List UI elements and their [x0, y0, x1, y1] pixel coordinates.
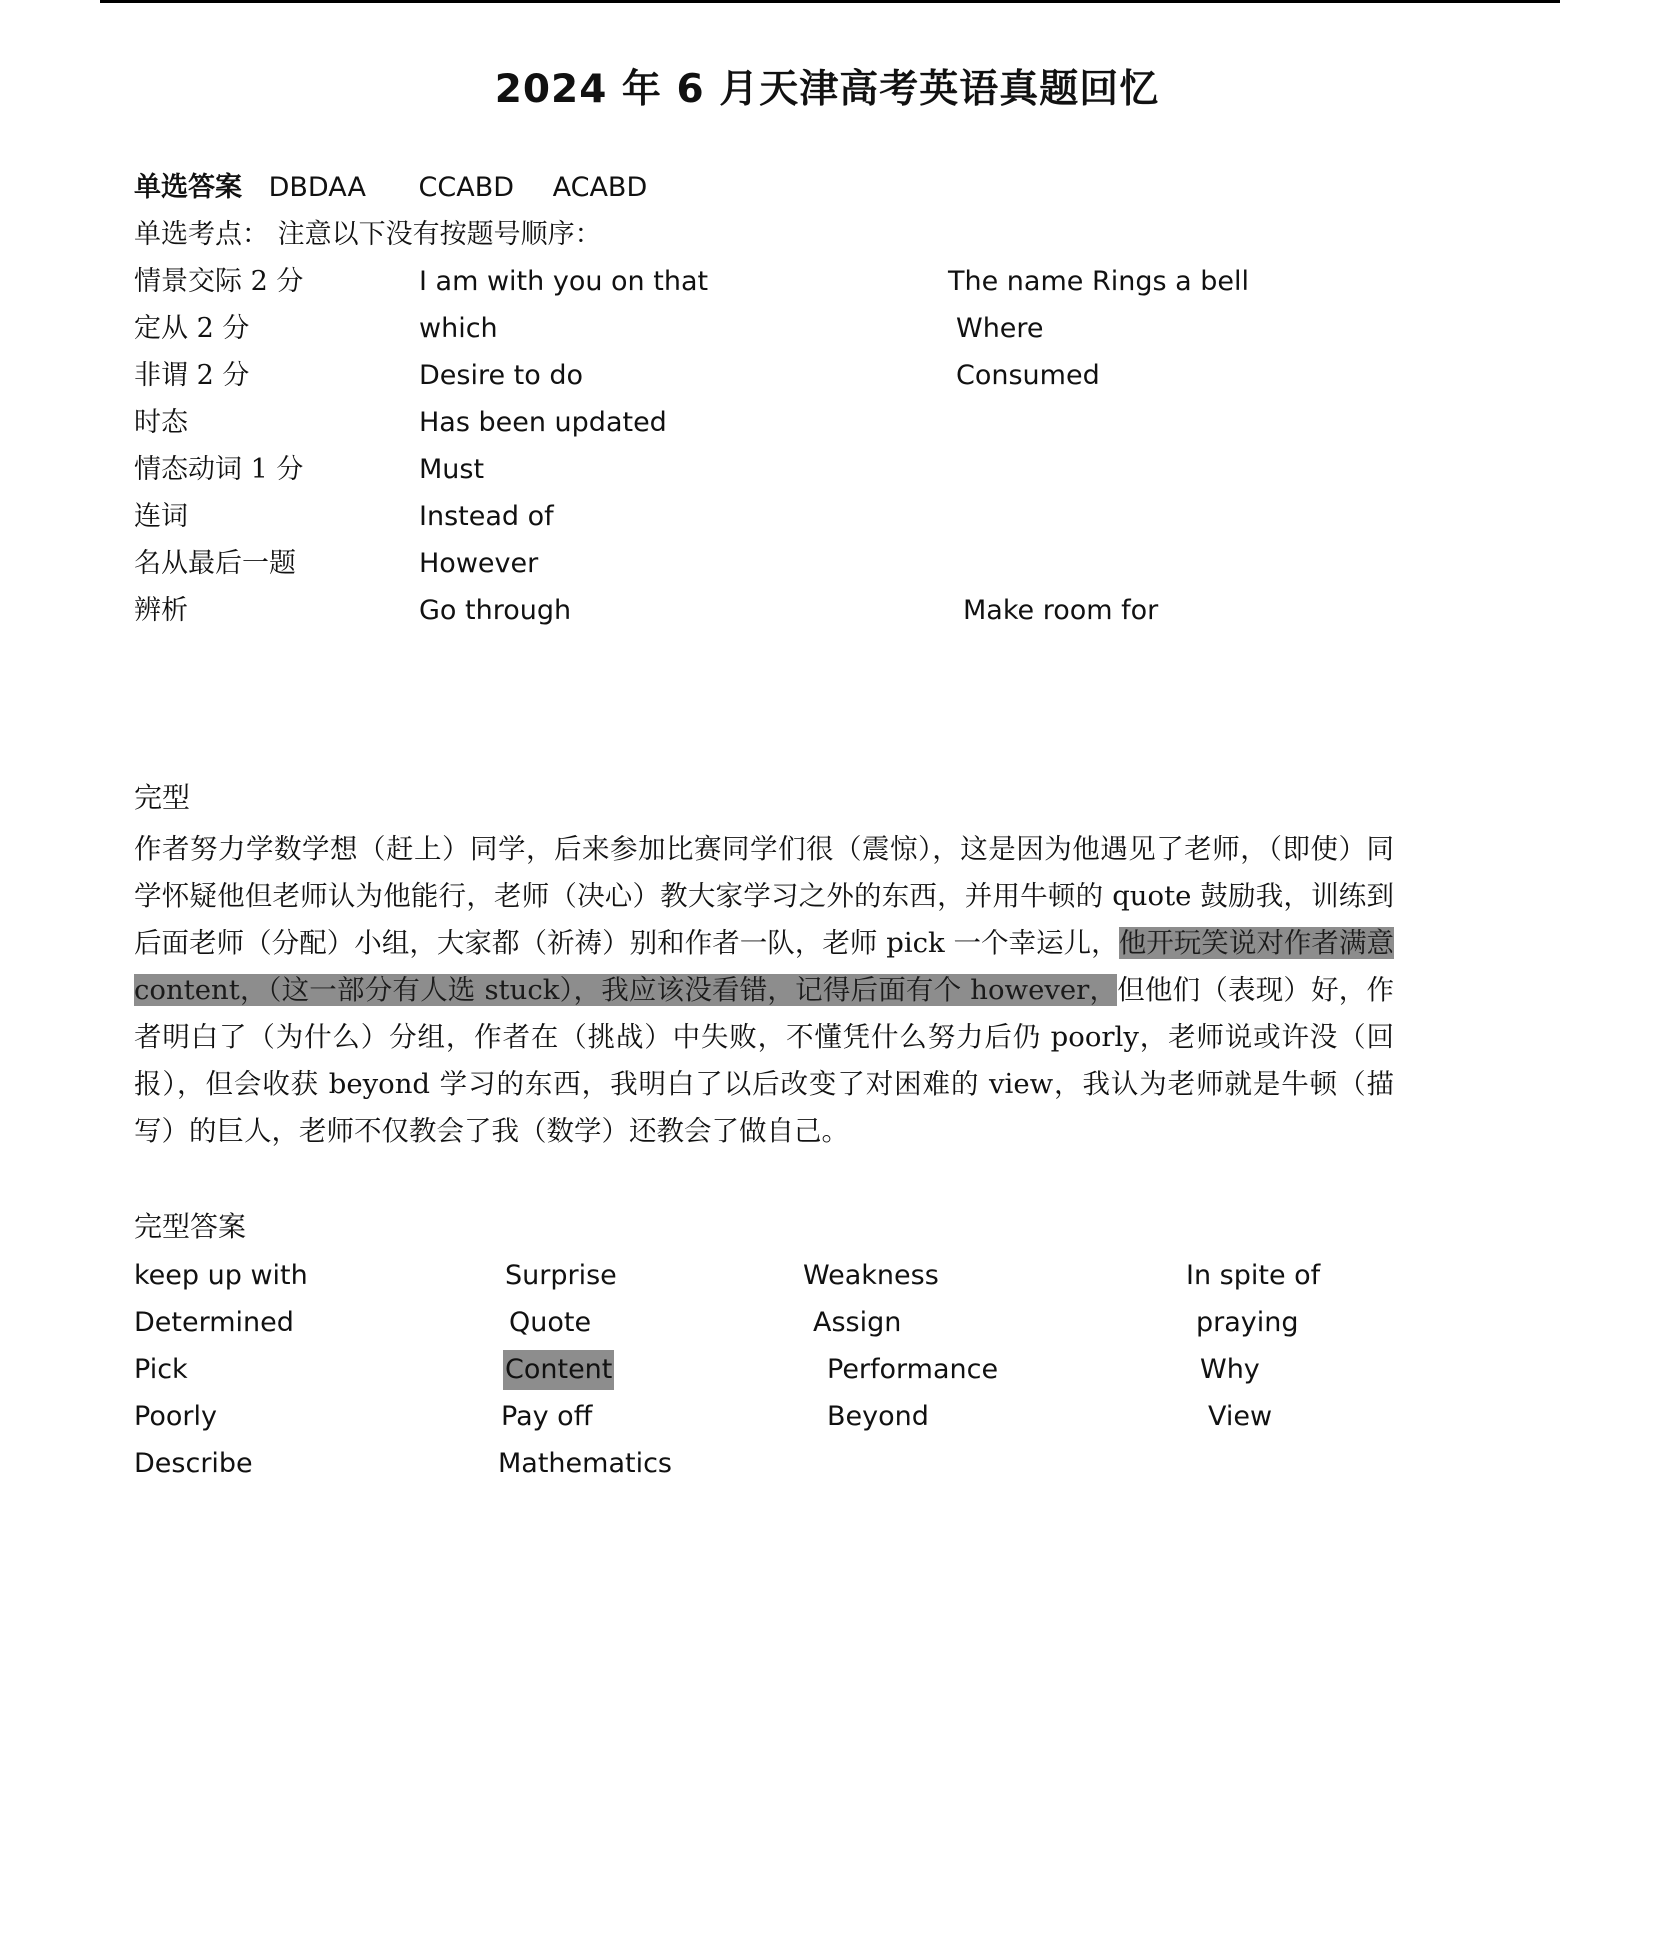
- point-topic: 连词: [134, 501, 188, 532]
- point-answer-a: Go through: [419, 595, 572, 626]
- point-answer-b: Make room for: [963, 595, 1159, 626]
- point-answer-b: The name Rings a bell: [948, 266, 1249, 297]
- point-answer-a: which: [419, 313, 498, 344]
- point-answer-a: Desire to do: [419, 360, 584, 391]
- cloze-answer: Quote: [509, 1307, 592, 1338]
- answer-group-2: CCABD: [418, 172, 515, 203]
- cloze-header: 完型: [134, 781, 191, 814]
- cloze-answer: Performance: [827, 1354, 999, 1385]
- cloze-answer: keep up with: [134, 1260, 308, 1291]
- cloze-answer: Weakness: [803, 1260, 939, 1291]
- cloze-answer: Why: [1200, 1354, 1260, 1385]
- answer-group-1: DBDAA: [268, 172, 366, 203]
- point-topic: 时态: [134, 407, 188, 438]
- point-answer-a: Instead of: [419, 501, 554, 532]
- point-answer-a: I am with you on that: [419, 266, 709, 297]
- cloze-answer: View: [1208, 1401, 1273, 1432]
- cloze-answers-header: 完型答案: [134, 1210, 247, 1243]
- point-topic: 辨析: [134, 595, 188, 626]
- cloze-answer: Beyond: [827, 1401, 929, 1432]
- point-answer-a: Must: [419, 454, 485, 485]
- cloze-answer-row: [0, 1350, 1654, 1390]
- cloze-answer-row: [0, 1256, 1654, 1296]
- answer-group-3: ACABD: [552, 172, 648, 203]
- point-topic: 名从最后一题: [134, 548, 296, 579]
- cloze-text-after: 但他们（表现）好，作者明白了（为什么）分组，作者在（挑战）中失败，不懂凭什么努力后仍 poorly，老师说或许没（回报），但会收获 beyond 学习的东西，我明白了以后改变了对困难的 view，我认为老师就是牛顿（描写）的巨人，老师不仅教会了我（数学）还教会了做自己。: [134, 974, 1394, 1147]
- cloze-answer: Poorly: [134, 1401, 217, 1432]
- single-choice-label: 单选答案: [134, 172, 242, 203]
- cloze-text-before: 作者努力学数学想（赶上）同学，后来参加比赛同学们很（震惊），这是因为他遇见了老师，（即使）同学怀疑他但老师认为他能行，老师（决心）教大家学习之外的东西，并用牛顿的 quote 鼓励我，训练到后面老师（分配）小组，大家都（祈祷）别和作者一队，老师 pick 一个幸运儿，: [134, 833, 1394, 959]
- point-topic: 情态动词 1 分: [134, 454, 304, 485]
- cloze-summary: [134, 826, 1394, 1155]
- point-topic: 定从 2 分: [134, 313, 250, 344]
- point-topic: 情景交际 2 分: [134, 266, 304, 297]
- cloze-text-highlight: 他开玩笑说对作者满意 content，（这一部分有人选 stuck），我应该没看错，记得后面有个 however，: [134, 927, 1395, 1006]
- points-header: 单选考点： 注意以下没有按题号顺序：: [134, 219, 602, 250]
- point-answer-a: Has been updated: [419, 407, 667, 438]
- cloze-answer: Surprise: [505, 1260, 617, 1291]
- cloze-answer: Pick: [134, 1354, 188, 1385]
- cloze-answer: Determined: [134, 1307, 294, 1338]
- top-rule: [100, 0, 1560, 3]
- cloze-answer-row: [0, 1303, 1654, 1343]
- cloze-answer: Assign: [813, 1307, 902, 1338]
- cloze-answer: In spite of: [1186, 1260, 1321, 1291]
- single-choice-answers: [134, 168, 691, 208]
- cloze-answer-row: [0, 1397, 1654, 1437]
- cloze-answer: Describe: [134, 1448, 253, 1479]
- page-title: 2024 年 6 月天津高考英语真题回忆: [494, 67, 1160, 112]
- point-answer-a: However: [419, 548, 539, 579]
- point-answer-b: Consumed: [956, 360, 1100, 391]
- point-topic: 非谓 2 分: [134, 360, 250, 391]
- cloze-answer: praying: [1196, 1307, 1299, 1338]
- point-answer-b: Where: [956, 313, 1044, 344]
- cloze-answer: Content: [503, 1350, 614, 1390]
- cloze-answer: Pay off: [501, 1401, 593, 1432]
- cloze-answer: Mathematics: [498, 1448, 672, 1479]
- cloze-answer-row: [0, 1444, 1654, 1484]
